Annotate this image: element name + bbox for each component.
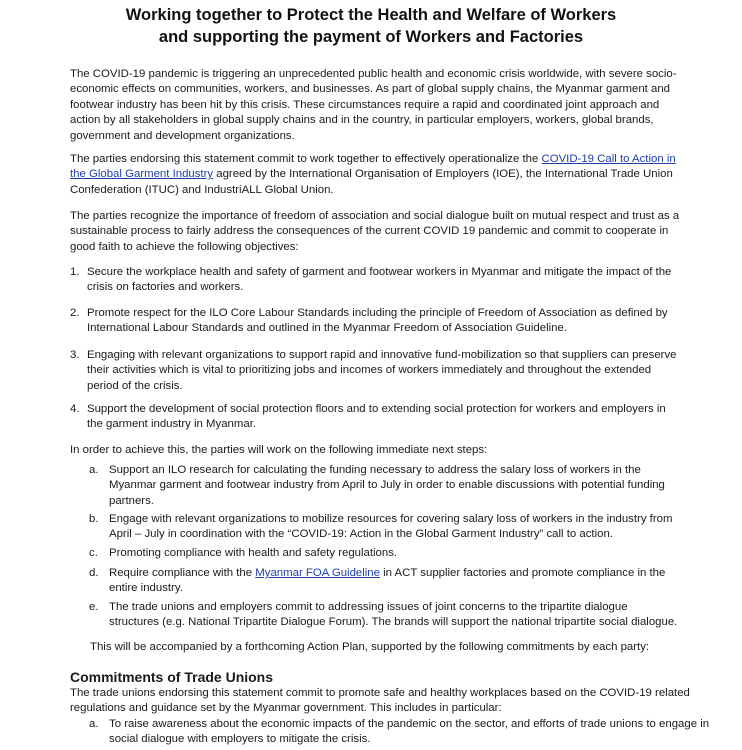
objectives-intro-paragraph	[70, 209, 680, 255]
step-line: The trade unions and employers commit to addressing issues of joint concerns to the tripartite dialogue	[109, 601, 628, 613]
paragraph-line: The trade unions endorsing this statement commit to promote safe and healthy workplaces based on the COVID-19 related	[70, 687, 690, 699]
step-line: Engage with relevant organizations to mobilize resources for covering salary loss of workers in the industry from	[109, 513, 673, 525]
step-line: Myanmar garment and footwear industry from April to July in order to enable discussions with potential funding	[109, 479, 665, 492]
step-letter: c.	[89, 547, 98, 559]
paragraph-line: government and development organizations.	[70, 129, 295, 142]
step-item	[109, 463, 679, 509]
paragraph-line: In order to achieve this, the parties will work on the following immediate next steps:	[70, 444, 488, 456]
step-text: in ACT supplier factories and promote compliance in the	[379, 567, 666, 579]
step-letter: d.	[89, 567, 99, 579]
action-plan-sentence	[90, 640, 690, 655]
step-letter: b.	[89, 513, 99, 525]
objective-item	[87, 402, 677, 433]
step-text: Require compliance with the	[109, 567, 256, 579]
step-line: Support an ILO research for calculating the funding necessary to address the salary loss of workers in the	[109, 464, 641, 476]
paragraph-text: The parties endorsing this statement commit to work together to effectively operationalize the	[70, 153, 542, 165]
step-item	[109, 512, 679, 543]
step-item	[109, 600, 679, 631]
intro-paragraph	[70, 67, 677, 144]
call-to-action-link[interactable]: the Global Garment Industry	[70, 168, 214, 181]
objective-line: Promote respect for the ILO Core Labour Standards including the principle of Freedom of Association as defined by	[87, 307, 668, 319]
trade-unions-paragraph	[70, 686, 690, 717]
objective-line: Secure the workplace health and safety of garment and footwear workers in Myanmar and mitigate the impact of the	[87, 266, 672, 278]
call-to-action-link[interactable]: COVID-19 Call to Action in	[541, 153, 676, 165]
commitment-line: To raise awareness about the economic impacts of the pandemic on the sector, and efforts of trade unions to engage in	[109, 718, 710, 730]
objective-number: 4.	[70, 403, 80, 415]
step-line: April – July in coordination with the “COVID-19: Action in the Global Garment Industry” call to action.	[109, 528, 613, 541]
commitment-line: social dialogue with employers to mitigate the crisis.	[109, 733, 371, 746]
objective-line: International Labour Standards and outlined in the Myanmar Freedom of Association Guideline.	[87, 322, 567, 335]
document-title-line-2: and supporting the payment of Workers and Factories	[158, 28, 584, 46]
paragraph-text: agreed by the International Organisation of Employers (IOE), the International Trade Union	[213, 168, 673, 181]
next-steps-intro	[70, 443, 670, 458]
paragraph-line: economic effects on communities, workers, and businesses. As part of global supply chains, the Myanmar garment and	[70, 83, 670, 96]
objective-number: 3.	[70, 349, 80, 361]
objective-line: crisis on factories and workers.	[87, 281, 244, 294]
paragraph-line	[70, 152, 676, 167]
step-line: partners.	[109, 494, 154, 507]
step-line: Promoting compliance with health and safety regulations.	[109, 547, 398, 559]
objective-number: 2.	[70, 307, 80, 319]
objective-number: 1.	[70, 266, 80, 278]
step-line: entire industry.	[109, 582, 183, 595]
objective-line: Engaging with relevant organizations to support rapid and innovative fund-mobilization so that suppliers can preserve	[87, 349, 677, 361]
step-letter: a.	[89, 464, 99, 476]
objective-line: period of the crisis.	[87, 379, 183, 392]
paragraph-line: regulations and guidance set by the Myanmar government. This includes in particular:	[70, 702, 502, 715]
paragraph-line: good faith to achieve the following objectives:	[70, 240, 299, 253]
objective-line: the garment industry in Myanmar.	[87, 418, 257, 431]
step-item	[109, 566, 679, 597]
commitment-letter: a.	[89, 718, 99, 730]
step-letter: e.	[89, 601, 99, 613]
paragraph-line: This will be accompanied by a forthcoming Action Plan, supported by the following commitments by each party:	[90, 641, 650, 653]
paragraph-line: sustainable process to fairly address the consequences of the current COVID 19 pandemic and commit to cooperate in	[70, 225, 669, 238]
paragraph-line: Confederation (ITUC) and IndustriALL Global Union.	[70, 183, 334, 196]
paragraph-line: The COVID-19 pandemic is triggering an unprecedented public health and economic crisis worldwide, with severe socio-	[70, 68, 677, 80]
endorsement-paragraph	[70, 152, 676, 198]
commitment-item	[109, 717, 710, 748]
step-line	[109, 566, 679, 581]
paragraph-line: action by all stakeholders in global supply chains and in the country, in particular employers, workers, global brands,	[70, 114, 654, 127]
objective-item	[87, 348, 677, 394]
paragraph-line	[70, 167, 673, 182]
step-line: structures (e.g. National Tripartite Dialogue Forum). The brands will support the national tripartite social dialogue.	[109, 616, 678, 629]
objective-item	[87, 306, 677, 337]
objective-line: their activities which is vital to prioritizing jobs and incomes of workers immediately and throughout the extended	[87, 364, 652, 377]
paragraph-line: The parties recognize the importance of freedom of association and social dialogue built on mutual respect and trust as a	[70, 210, 680, 222]
objective-item	[87, 265, 677, 296]
document-title-line-1: Working together to Protect the Health and Welfare of Workers	[125, 6, 617, 24]
section-heading: Commitments of Trade Unions	[70, 669, 274, 685]
objective-line: Support the development of social protection floors and to extending social protection for workers and employers in	[87, 403, 666, 415]
paragraph-line: footwear industry has been hit by this crisis. These circumstances require a rapid and coordinated joint approach and	[70, 98, 660, 111]
foa-guideline-link[interactable]: Myanmar FOA Guideline	[255, 567, 380, 579]
step-item	[109, 546, 679, 561]
